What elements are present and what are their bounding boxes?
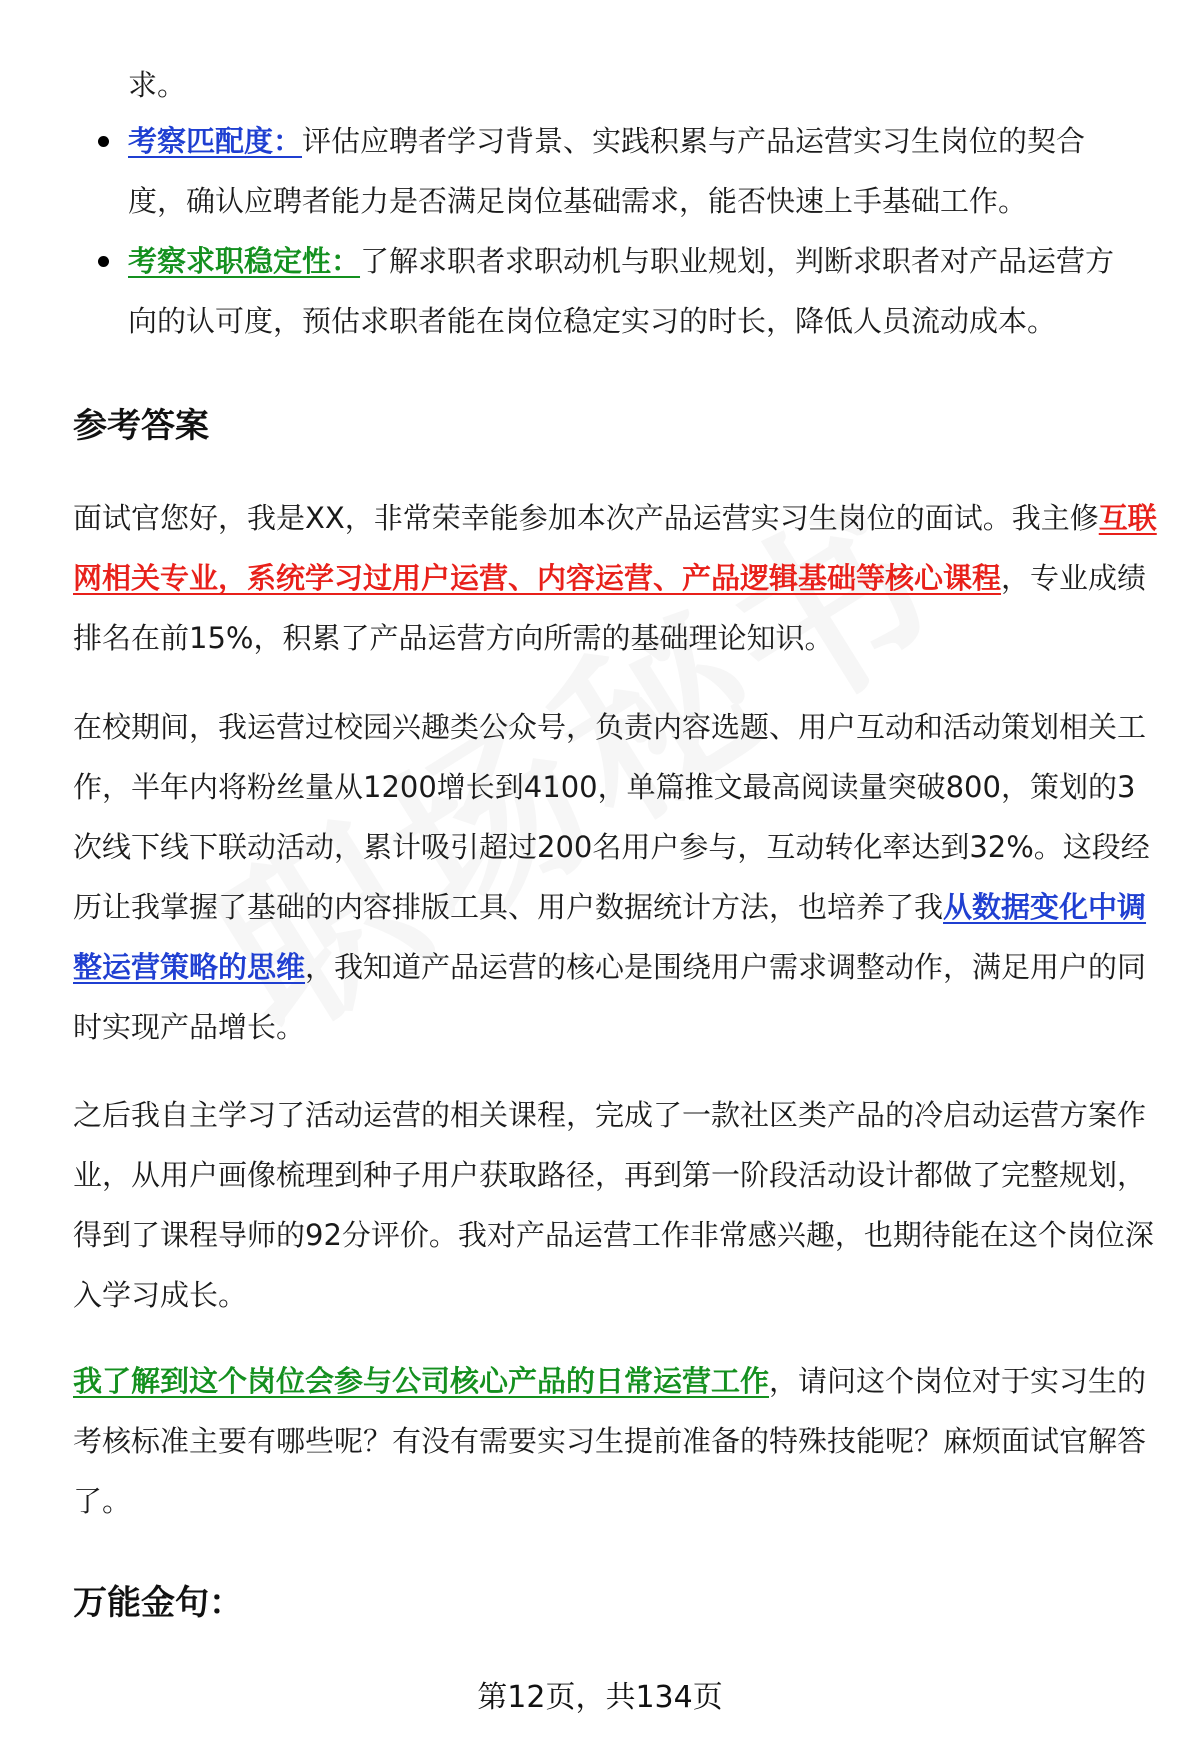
- p1-text: 面试官您好，我是XX，非常荣幸能参加本次产品运营实习生岗位的面试。我主修: [73, 501, 1099, 535]
- bullet-dot-icon: [98, 256, 109, 267]
- criterion-label: 考察求职稳定性：: [128, 244, 361, 278]
- list-item: [0, 111, 1200, 231]
- page-number: 第12页，共134页: [477, 1680, 723, 1715]
- continuation-text: 求。: [128, 68, 187, 102]
- p1-text-end: ，专业成绩排名在前15%，积累了产品运营方向所需的基础理论知识。: [73, 561, 1147, 655]
- criterion-label: 考察匹配度：: [128, 124, 303, 158]
- p2-text-end: ，我知道产品运营的核心是围绕用户需求调整动作，满足用户的同时实现产品增长。: [73, 950, 1147, 1044]
- p2-highlight: 从数据变化中调整运营策略的思维: [73, 890, 1147, 984]
- answer-paragraph-3: 之后我自主学习了活动运营的相关课程，完成了一款社区类产品的冷启动运营方案作业，从用户画像梳理到种子用户获取路径，再到第一阶段活动设计都做了完整规划，得到了课程导师的92分评价。我对产品运营工作非常感兴趣，也期待能在这个岗位深入学习成长。: [73, 1098, 1154, 1312]
- p1-highlight: 互联网相关专业，系统学习过用户运营、内容运营、产品逻辑基础等核心课程: [73, 501, 1157, 595]
- criteria-list: [0, 111, 1200, 351]
- list-item: [0, 231, 1200, 351]
- p4-text: ，请问这个岗位对于实习生的考核标准主要有哪些呢？有没有需要实习生提前准备的特殊技能呢？麻烦面试官解答了。: [73, 1364, 1147, 1518]
- answer-paragraph-1: [73, 488, 1158, 668]
- p2-text: 在校期间，我运营过校园兴趣类公众号，负责内容选题、用户互动和活动策划相关工作，半年内将粉丝量从1200增长到4100，单篇推文最高阅读量突破800，策划的3次线下线下联动活动，累计吸引超过200名用户参与，互动转化率达到32%。这段经历让我掌握了基础的内容排版工具、用户数据统计方法，也培养了我: [73, 710, 1150, 924]
- criterion-text: 了解求职者求职动机与职业规划，判断求职者对产品运营方向的认可度，预估求职者能在岗位稳定实习的时长，降低人员流动成本。: [128, 244, 1115, 338]
- bullet-dot-icon: [98, 136, 109, 147]
- p4-highlight: 我了解到这个岗位会参与公司核心产品的日常运营工作: [73, 1364, 770, 1398]
- section-heading-answer: 参考答案: [73, 406, 209, 446]
- section-heading-golden: 万能金句：: [73, 1583, 243, 1623]
- answer-paragraph-4: [73, 1351, 1158, 1531]
- criterion-text: 评估应聘者学习背景、实践积累与产品运营实习生岗位的契合度，确认应聘者能力是否满足岗位基础需求，能否快速上手基础工作。: [128, 124, 1086, 218]
- answer-paragraph-2: [73, 697, 1158, 1057]
